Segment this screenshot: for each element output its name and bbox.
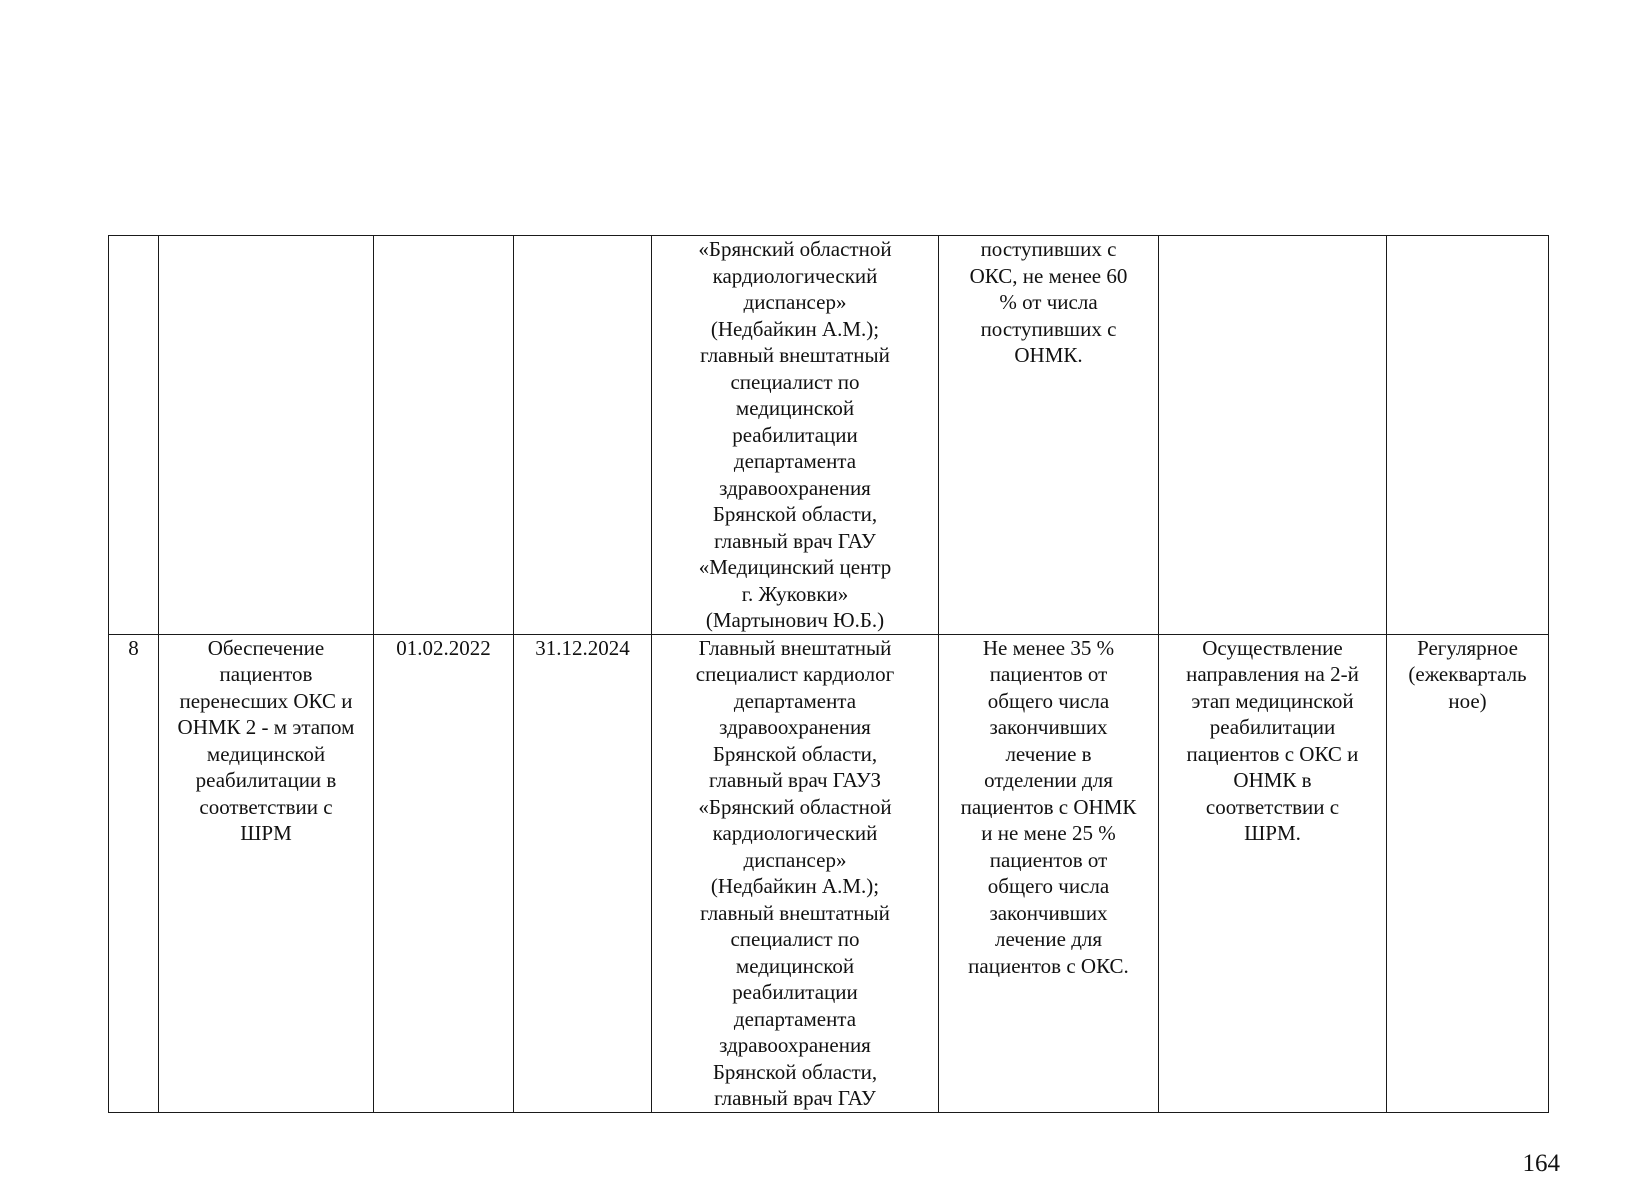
cell-end-date — [514, 634, 652, 1112]
cell-responsible-text: «Брянский областной кардиологический диспансер» (Недбайкин А.М.); главный внештатный специалист по медицинской реабилитации департамента здравоохранения Брянской области, главный врач ГАУ «Медицинский центр г. Жуковки» (Мартынович Ю.Б.) — [698, 237, 892, 632]
cell-end-date-text: 31.12.2024 — [535, 635, 630, 660]
cell-result — [1159, 634, 1387, 1112]
cell-result-text: Осуществление направления на 2-й этап медицинской реабилитации пациентов с ОКС и ОНМК в соответствии с ШРМ. — [1186, 635, 1359, 845]
cell-periodicity-text: Регулярное (ежекварталь ное) — [1408, 635, 1527, 713]
table-row-8 — [109, 634, 1549, 1112]
cell-number — [109, 634, 159, 1112]
cell-start-date — [374, 236, 514, 635]
cell-number-text: 8 — [128, 635, 139, 660]
cell-periodicity — [1387, 236, 1549, 635]
cell-event-text: Обеспечение пациентов перенесших ОКС и ОНМК 2 - м этапом медицинской реабилитации в соответствии с ШРМ — [177, 635, 355, 845]
cell-indicator — [939, 236, 1159, 635]
cell-responsible-text: Главный внештатный специалист кардиолог департамента здравоохранения Брянской области, главный врач ГАУЗ «Брянский областной кардиологический диспансер» (Недбайкин А.М.); главный внештатный специалист по медицинской реабилитации департамента здравоохранения Брянской области, главный врач ГАУ — [695, 635, 895, 1110]
cell-start-date — [374, 634, 514, 1112]
cell-responsible — [652, 634, 939, 1112]
cell-responsible — [652, 236, 939, 635]
table-row-continuation — [109, 236, 1549, 635]
cell-result — [1159, 236, 1387, 635]
activity-table — [108, 235, 1549, 1113]
cell-indicator — [939, 634, 1159, 1112]
cell-event — [159, 236, 374, 635]
cell-number — [109, 236, 159, 635]
cell-start-date-text: 01.02.2022 — [396, 635, 491, 660]
cell-indicator-text: поступивших с ОКС, не менее 60 % от числа поступивших с ОНМК. — [969, 237, 1128, 367]
cell-end-date — [514, 236, 652, 635]
page-number: 164 — [1522, 1150, 1560, 1177]
cell-periodicity — [1387, 634, 1549, 1112]
cell-indicator-text: Не менее 35 % пациентов от общего числа закончивших лечение в отделении для пациентов с ОНМК и не мене 25 % пациентов от общего числа закончивших лечение для пациентов с ОКС. — [960, 635, 1137, 978]
cell-event — [159, 634, 374, 1112]
